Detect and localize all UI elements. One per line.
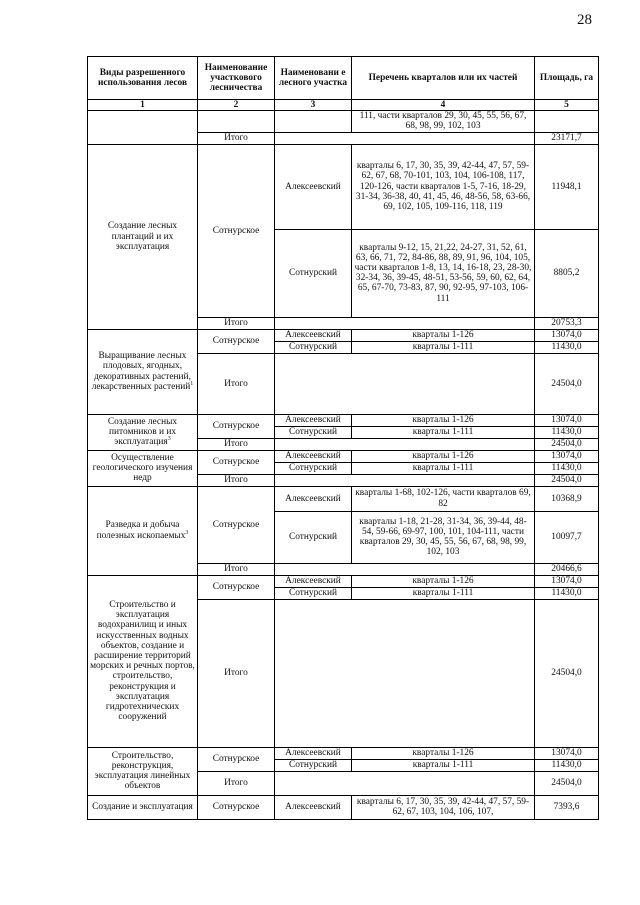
quarters-cell: кварталы 1-18, 21-28, 31-34, 36, 39-44, 48-54, 59-66, 69-97, 100, 101, 104-111, части кварталов 29, 30, 45, 55, 56, 67, 68, 98, 99, 102, 103 [352, 511, 535, 563]
total-area: 24504,0 [535, 438, 599, 450]
forestry-cell: Сотнурское [198, 144, 275, 317]
total-label: Итого [198, 317, 275, 329]
use-type-cell: Строительство и эксплуатация водохранилищ и иных искусственных водных объектов, создание и расширение территорий морских и речных портов, строительство, реконструкция и эксплуатация гидротехнических сооружений [88, 575, 198, 747]
area-cell: 11430,0 [535, 587, 599, 599]
use-type-cell [88, 111, 198, 144]
forest-use-table [87, 56, 599, 820]
area-cell: 10097,7 [535, 511, 599, 563]
use-type-cell: Создание лесных питомников и их эксплуатация$^3$ [88, 414, 198, 450]
total-label: Итого [198, 438, 275, 450]
quarters-cell: кварталы 1-126 [352, 747, 535, 759]
forestry-cell [198, 111, 275, 132]
area-cell: 11430,0 [535, 462, 599, 474]
header-use-type: Виды разрешенного использования лесов [88, 57, 198, 100]
table-row [88, 486, 599, 511]
area-cell: 13074,0 [535, 575, 599, 587]
use-type-cell: Создание и эксплуатация [88, 795, 198, 819]
total-blank [275, 599, 535, 747]
area-cell: 7393,6 [535, 795, 599, 819]
total-area: 24504,0 [535, 353, 599, 414]
quarters-cell: кварталы 9-12, 15, 21,22, 24-27, 31, 52, 61, 63, 66, 71, 72, 84-86, 88, 89, 91, 96, 104, 105, части кварталов 1-8, 13, 14, 16-18, 23, 28-30, 32-34, 36, 39-45, 48-51, 53-56, 59, 60, 62, 64, 65, 67-70, 73-83, 87, 90, 92-95, 97-103, 106-111 [352, 229, 535, 317]
parcel-cell: Алексеевский [275, 747, 352, 759]
header-forestry: Наименование участкового лесничества [198, 57, 275, 100]
total-blank [275, 771, 535, 795]
total-blank [275, 317, 535, 329]
total-blank [275, 438, 535, 450]
parcel-cell: Алексеевский [275, 414, 352, 426]
quarters-cell: кварталы 6, 17, 30, 35, 39, 42-44, 47, 57, 59-62, 67, 103, 104, 106, 107, [352, 795, 535, 819]
parcel-cell: Алексеевский [275, 575, 352, 587]
use-type-cell: Строительство, реконструкция, эксплуатация линейных объектов [88, 747, 198, 795]
area-cell: 13074,0 [535, 414, 599, 426]
quarters-cell: кварталы 1-68, 102-126, части кварталов 69, 82 [352, 486, 535, 511]
column-number: 2 [198, 100, 275, 111]
parcel-cell: Сотнурский [275, 511, 352, 563]
total-label: Итого [198, 563, 275, 575]
area-cell: 13074,0 [535, 747, 599, 759]
forestry-cell: Сотнурское [198, 329, 275, 353]
forestry-cell: Сотнурское [198, 450, 275, 474]
table-row [88, 414, 599, 426]
area-cell: 11430,0 [535, 426, 599, 438]
quarters-cell: кварталы 6, 17, 30, 35, 39, 42-44, 47, 57, 59-62, 67, 68, 70-101, 103, 104, 106-108, 117, 120-126, части кварталов 1-5, 7-16, 18-29, 31-34, 36-38, 40, 41, 45, 46, 48-56, 58, 63-66, 69, 102, 105, 109-116, 118, 119 [352, 144, 535, 229]
parcel-cell: Алексеевский [275, 329, 352, 341]
quarters-cell: кварталы 1-111 [352, 462, 535, 474]
forestry-cell: Сотнурское [198, 575, 275, 599]
total-area: 24504,0 [535, 599, 599, 747]
quarters-cell: кварталы 1-111 [352, 341, 535, 353]
parcel-cell: Сотнурский [275, 341, 352, 353]
column-number: 3 [275, 100, 352, 111]
area-cell: 8805,2 [535, 229, 599, 317]
parcel-cell: Алексеевский [275, 144, 352, 229]
table-row [88, 144, 599, 229]
parcel-cell: Сотнурский [275, 759, 352, 771]
use-type-cell: Разведка и добыча полезных ископаемых$^3$ [88, 486, 198, 575]
area-cell: 13074,0 [535, 329, 599, 341]
total-blank [275, 474, 535, 486]
area-cell: 11430,0 [535, 759, 599, 771]
forestry-cell: Сотнурское [198, 795, 275, 819]
column-number: 1 [88, 100, 198, 111]
quarters-cell: кварталы 1-126 [352, 414, 535, 426]
total-area: 20753,3 [535, 317, 599, 329]
total-blank [275, 132, 535, 144]
table-row [88, 450, 599, 462]
header-parcel: Наименовани е лесного участка [275, 57, 352, 100]
table-row [88, 747, 599, 759]
header-quarters: Перечень кварталов или их частей [352, 57, 535, 100]
total-blank [275, 353, 535, 414]
total-area: 20466,6 [535, 563, 599, 575]
use-type-cell: Создание лесных плантаций и их эксплуатация [88, 144, 198, 329]
column-number-row [88, 100, 599, 111]
parcel-cell: Сотнурский [275, 426, 352, 438]
area-cell: 11430,0 [535, 341, 599, 353]
use-type-cell: Выращивание лесных плодовых, ягодных, декоративных растений, лекарственных растений$^1$ [88, 329, 198, 414]
column-number: 4 [352, 100, 535, 111]
table-row [88, 795, 599, 819]
total-label: Итого [198, 132, 275, 144]
parcel-cell: Алексеевский [275, 450, 352, 462]
area-cell [535, 111, 599, 132]
total-label: Итого [198, 353, 275, 414]
parcel-cell [275, 111, 352, 132]
quarters-cell: кварталы 1-111 [352, 426, 535, 438]
header-area: Площадь, га [535, 57, 599, 100]
column-number: 5 [535, 100, 599, 111]
page-number: 28 [577, 12, 592, 28]
forestry-cell: Сотнурское [198, 486, 275, 563]
quarters-cell: кварталы 1-111 [352, 759, 535, 771]
parcel-cell: Сотнурский [275, 229, 352, 317]
parcel-cell: Алексеевский [275, 486, 352, 511]
total-label: Итого [198, 474, 275, 486]
quarters-cell: кварталы 1-126 [352, 450, 535, 462]
table-row [88, 329, 599, 341]
quarters-cell: кварталы 1-126 [352, 329, 535, 341]
parcel-cell: Алексеевский [275, 795, 352, 819]
parcel-cell: Сотнурский [275, 462, 352, 474]
forestry-cell: Сотнурское [198, 414, 275, 438]
forestry-cell: Сотнурское [198, 747, 275, 771]
area-cell: 13074,0 [535, 450, 599, 462]
quarters-cell: кварталы 1-126 [352, 575, 535, 587]
table-row [88, 575, 599, 587]
total-area: 24504,0 [535, 771, 599, 795]
table-row [88, 111, 599, 132]
use-type-cell: Осуществление геологического изучения недр [88, 450, 198, 486]
quarters-cell: кварталы 1-111 [352, 587, 535, 599]
total-area: 23171,7 [535, 132, 599, 144]
area-cell: 11948,1 [535, 144, 599, 229]
total-area: 24504,0 [535, 474, 599, 486]
area-cell: 10368,9 [535, 486, 599, 511]
total-blank [275, 563, 535, 575]
total-label: Итого [198, 599, 275, 747]
quarters-cell: 111, части кварталов 29, 30, 45, 55, 56, 67, 68, 98, 99, 102, 103 [352, 111, 535, 132]
total-label: Итого [198, 771, 275, 795]
parcel-cell: Сотнурский [275, 587, 352, 599]
header-row [88, 57, 599, 100]
